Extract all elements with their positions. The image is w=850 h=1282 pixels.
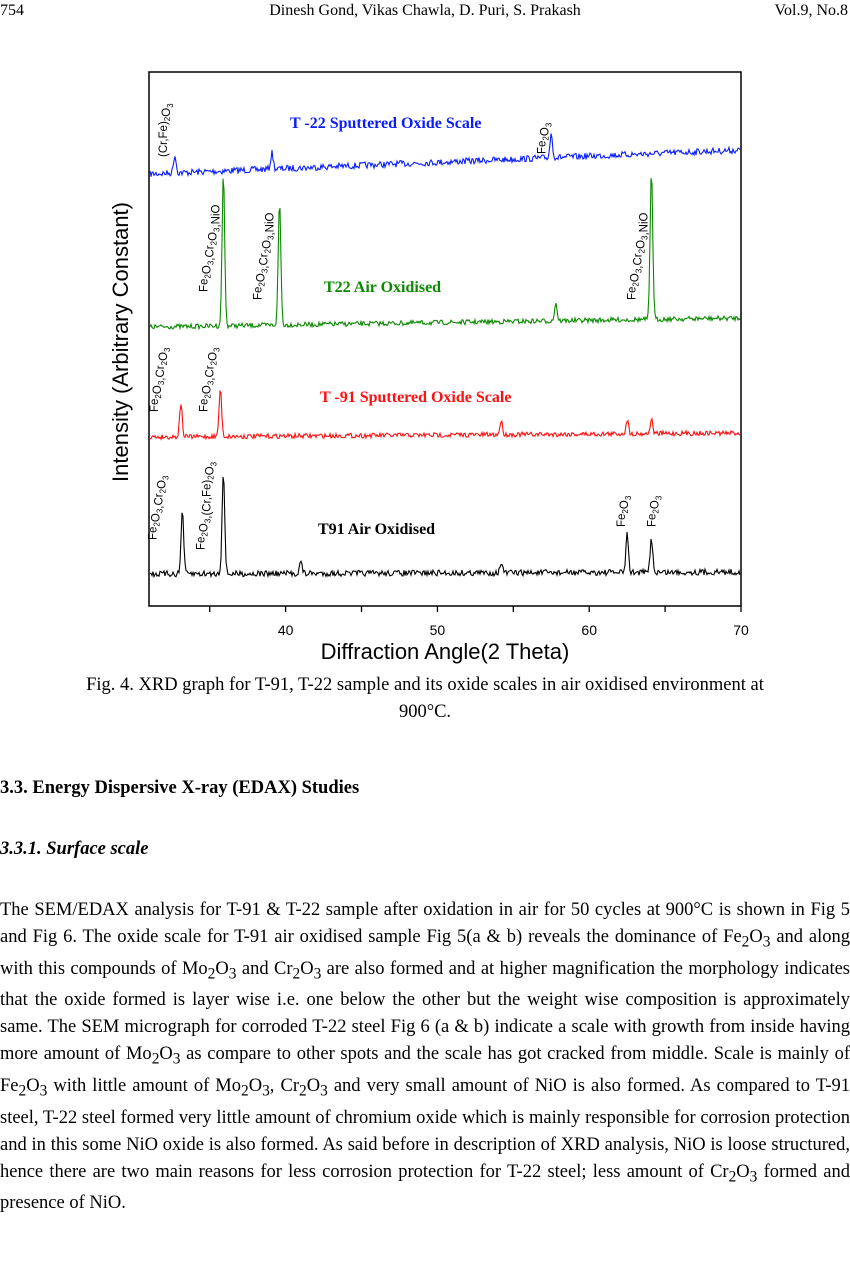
series-line-2 — [150, 178, 740, 329]
xrd-chart — [100, 62, 760, 670]
peak-annotation: $Fe_2O_3,Cr_2O_3,NiO$ — [626, 212, 651, 300]
paragraph-text: The SEM/EDAX analysis for T-91 & T-22 sample after oxidation in air for 50 cycles at 900°C is shown in Fig 5 and Fig 6. The oxide scale for T-91 air oxidised sample Fig 5(a & b) reveals the dominance of $Fe_2O_3$ and along with this compounds of $Mo_2O_3$ and $Cr_2O_3$ are also formed and at higher magnification the morphology indicates that the oxide formed is layer wise i.e. one below the other but the weight wise composition is approximately same. The SEM micrograph for corroded T-22 steel Fig 6 (a & b) indicate a scale with growth from inside having more amount of $Mo_2O_3$ as compare to other spots and the scale has got cracked from middle. Scale is mainly of $Fe_2O_3$ with little amount of $Mo_2O_3$, $Cr_2O_3$ and very small amount of NiO is also formed. As compared to T-91 steel, T-22 steel formed very little amount of chromium oxide which is mainly responsible for corrosion protection and in this some NiO oxide is also formed. As said before in description of XRD analysis, NiO is loose structured, hence there are two main reasons for less corrosion protection for T-22 steel; less amount of $Cr_2O_3$ formed and presence of NiO. — [0, 900, 850, 1214]
series-label-3: T -91 Sputtered Oxide Scale — [320, 389, 512, 406]
peak-annotation: $Fe_2O_3$ — [646, 495, 664, 527]
peak-annotation: $(Cr,Fe)_2O_3$ — [157, 103, 175, 157]
peak-annotation: $Fe_2O_3$ — [616, 495, 634, 527]
caption-line-2: 900°C. — [398, 702, 452, 722]
peak-annotation: $Fe_2O_3,Cr_2O_3,NiO$ — [252, 212, 277, 300]
y-axis-label: Intensity (Arbitrary Constant) — [108, 202, 133, 482]
x-axis-label: Diffraction Angle(2 Theta) — [320, 639, 570, 664]
x-tick-label: 50 — [429, 622, 446, 638]
peak-annotation: $Fe_2O_3,Cr_2O_3$ — [147, 475, 171, 540]
figure-caption — [0, 672, 850, 726]
caption-line-1: Fig. 4. XRD graph for T-91, T-22 sample and its oxide scales in air oxidised environment at — [86, 675, 764, 695]
page-number: 754 — [0, 2, 24, 19]
series-label-1: T -22 Sputtered Oxide Scale — [290, 115, 482, 132]
series-label-2: T22 Air Oxidised — [324, 279, 442, 296]
subsection-heading: 3.3.1. Surface scale — [0, 839, 149, 859]
running-authors: Dinesh Gond, Vikas Chawla, D. Puri, S. Prakash — [269, 2, 581, 19]
series-labels — [290, 115, 511, 538]
peak-annotation: $Fe_2O_3$ — [536, 122, 554, 154]
body-paragraph — [0, 897, 850, 1217]
x-tick-label: 70 — [733, 622, 749, 638]
peak-annotation: $Fe_2O_3,Cr_2O_3$ — [148, 347, 172, 412]
peak-annotation: $Fe_2O_3,Cr_2O_3$ — [198, 347, 222, 412]
series-line-1 — [150, 134, 740, 177]
series-label-4: T91 Air Oxidised — [318, 521, 436, 538]
x-axis — [210, 606, 749, 638]
volume-info: Vol.9, No.8 — [774, 2, 848, 19]
running-header — [0, 0, 850, 26]
xrd-figure — [100, 62, 760, 670]
x-tick-label: 40 — [277, 622, 294, 638]
peak-annotation: $Fe_2O_3,(Cr,Fe)_2O_3$ — [195, 461, 219, 550]
x-tick-label: 60 — [581, 622, 597, 638]
section-heading: 3.3. Energy Dispersive X-ray (EDAX) Studies — [0, 778, 360, 798]
peak-annotation: $Fe_2O_3,Cr_2O_3,NiO$ — [198, 204, 223, 292]
